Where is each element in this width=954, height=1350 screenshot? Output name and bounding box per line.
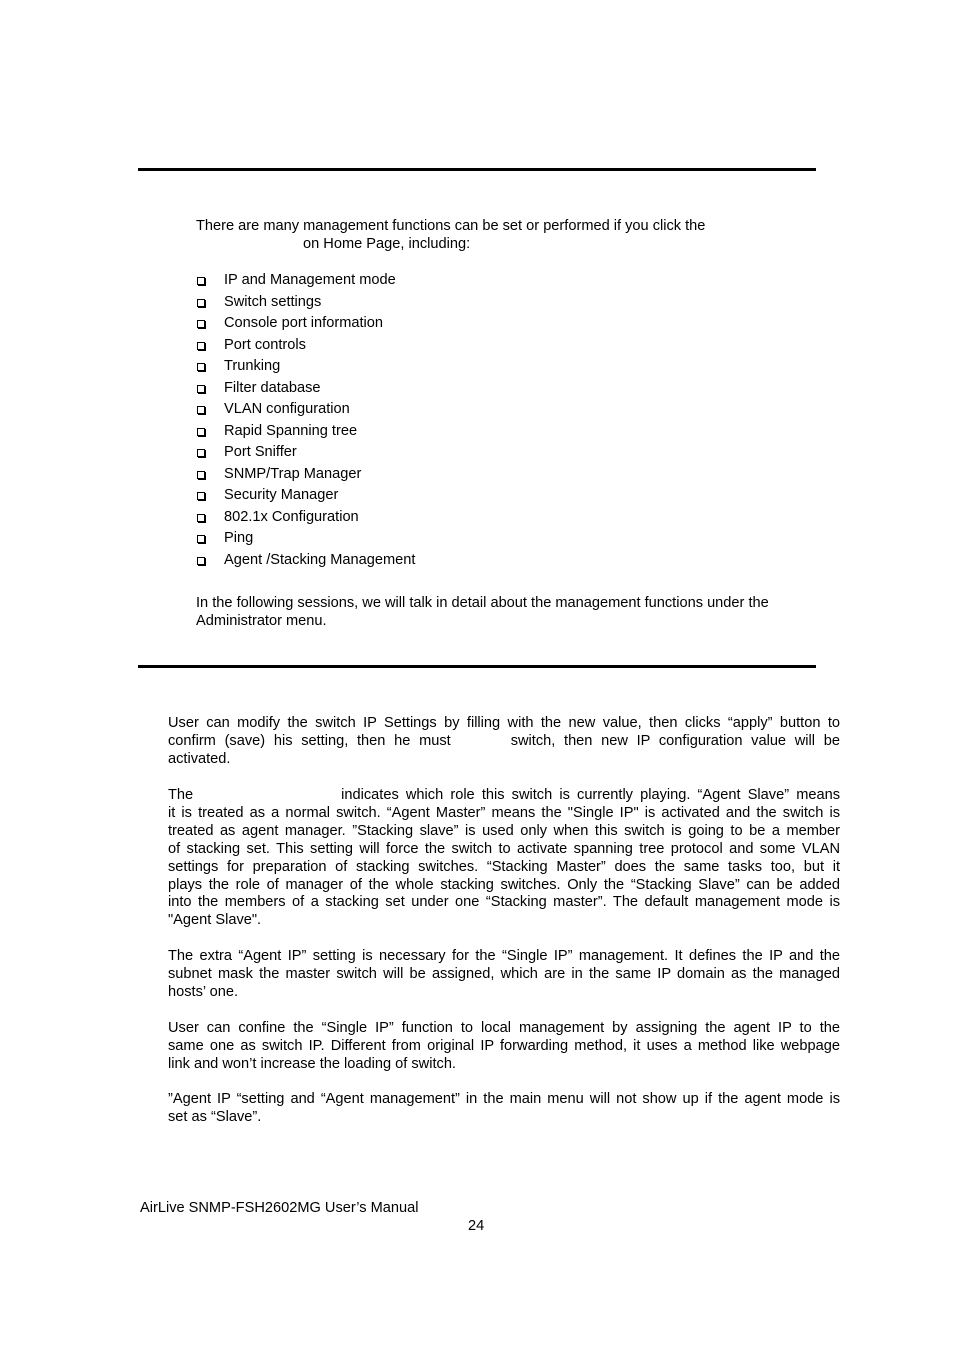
list-item: 802.1x Configuration bbox=[196, 507, 415, 529]
checkbox-bullet-icon bbox=[197, 514, 205, 522]
checkbox-bullet-icon bbox=[197, 320, 205, 328]
checkbox-bullet-icon bbox=[197, 299, 205, 307]
intro-paragraph bbox=[196, 217, 816, 253]
list-item: Port Sniffer bbox=[196, 442, 415, 464]
intro-line-2: on Home Page, including: bbox=[303, 236, 471, 252]
list-item: Trunking bbox=[196, 356, 415, 378]
list-item: Port controls bbox=[196, 335, 415, 357]
checkbox-bullet-icon bbox=[197, 406, 205, 414]
following-sessions-paragraph: In the following sessions, we will talk in detail about the management functions under the Administrator menu. bbox=[196, 595, 769, 629]
page-number: 24 bbox=[468, 1218, 485, 1234]
list-item: Rapid Spanning tree bbox=[196, 421, 415, 443]
intro-line-1: There are many management functions can be set or performed if you click the bbox=[196, 218, 706, 234]
list-item: Agent /Stacking Management bbox=[196, 550, 415, 572]
list-item: Switch settings bbox=[196, 292, 415, 314]
checkbox-bullet-icon bbox=[197, 385, 205, 393]
checkbox-bullet-icon bbox=[197, 363, 205, 371]
checkbox-bullet-icon bbox=[197, 471, 205, 479]
checkbox-bullet-icon bbox=[197, 492, 205, 500]
checkbox-bullet-icon bbox=[197, 535, 205, 543]
agent-ip-paragraph: The extra “Agent IP” setting is necessary for the “Single IP” management. It defines the IP and the subnet mask the master switch will be assigned, which are in the same IP domain as the managed hosts’ one. bbox=[168, 948, 840, 1000]
list-item: Console port information bbox=[196, 313, 415, 335]
agent-mode-note-paragraph: ”Agent IP “setting and “Agent management” in the main menu will not show up if the agent mode is set as “Slave”. bbox=[168, 1091, 840, 1125]
list-item: Filter database bbox=[196, 378, 415, 400]
list-item: VLAN configuration bbox=[196, 399, 415, 421]
ip-settings-paragraph: User can modify the switch IP Settings by filling with the new value, then clicks “apply” button to confirm (save) his setting, then he must switch, then new IP configuration value will be activated. bbox=[168, 715, 840, 767]
list-item: IP and Management mode bbox=[196, 270, 415, 292]
checkbox-bullet-icon bbox=[197, 557, 205, 565]
checkbox-bullet-icon bbox=[197, 342, 205, 350]
checkbox-bullet-icon bbox=[197, 449, 205, 457]
checkbox-bullet-icon bbox=[197, 428, 205, 436]
checkbox-bullet-icon bbox=[197, 277, 205, 285]
management-functions-list bbox=[196, 270, 415, 571]
section-divider-top bbox=[138, 168, 816, 171]
section-divider-middle bbox=[138, 665, 816, 668]
manual-footer-title: AirLive SNMP-FSH2602MG User’s Manual bbox=[140, 1200, 419, 1216]
single-ip-confine-paragraph: User can confine the “Single IP” function to local management by assigning the agent IP to the same one as switch IP. Different from original IP forwarding method, it uses a method like webpage link and won’t increase the loading of switch. bbox=[168, 1020, 840, 1072]
management-mode-paragraph: The indicates which role this switch is currently playing. “Agent Slave” means it is treated as a normal switch. “Agent Master” means the "Single IP" is activated and the switch is treated as agent manager. ”Stacking slave” is used only when this switch is going to be a member of stacking set. This setting will force the switch to activate spanning tree protocol and some VLAN settings for preparation of stacking switches. “Stacking Master” does the same tasks too, but it plays the role of manager of the whole stacking switches. Only the “Stacking Slave” can be added into the members of a stacking set under one “Stacking master”. The default management mode is "Agent Slave". bbox=[168, 787, 840, 929]
list-item: Security Manager bbox=[196, 485, 415, 507]
list-item: Ping bbox=[196, 528, 415, 550]
list-item: SNMP/Trap Manager bbox=[196, 464, 415, 486]
